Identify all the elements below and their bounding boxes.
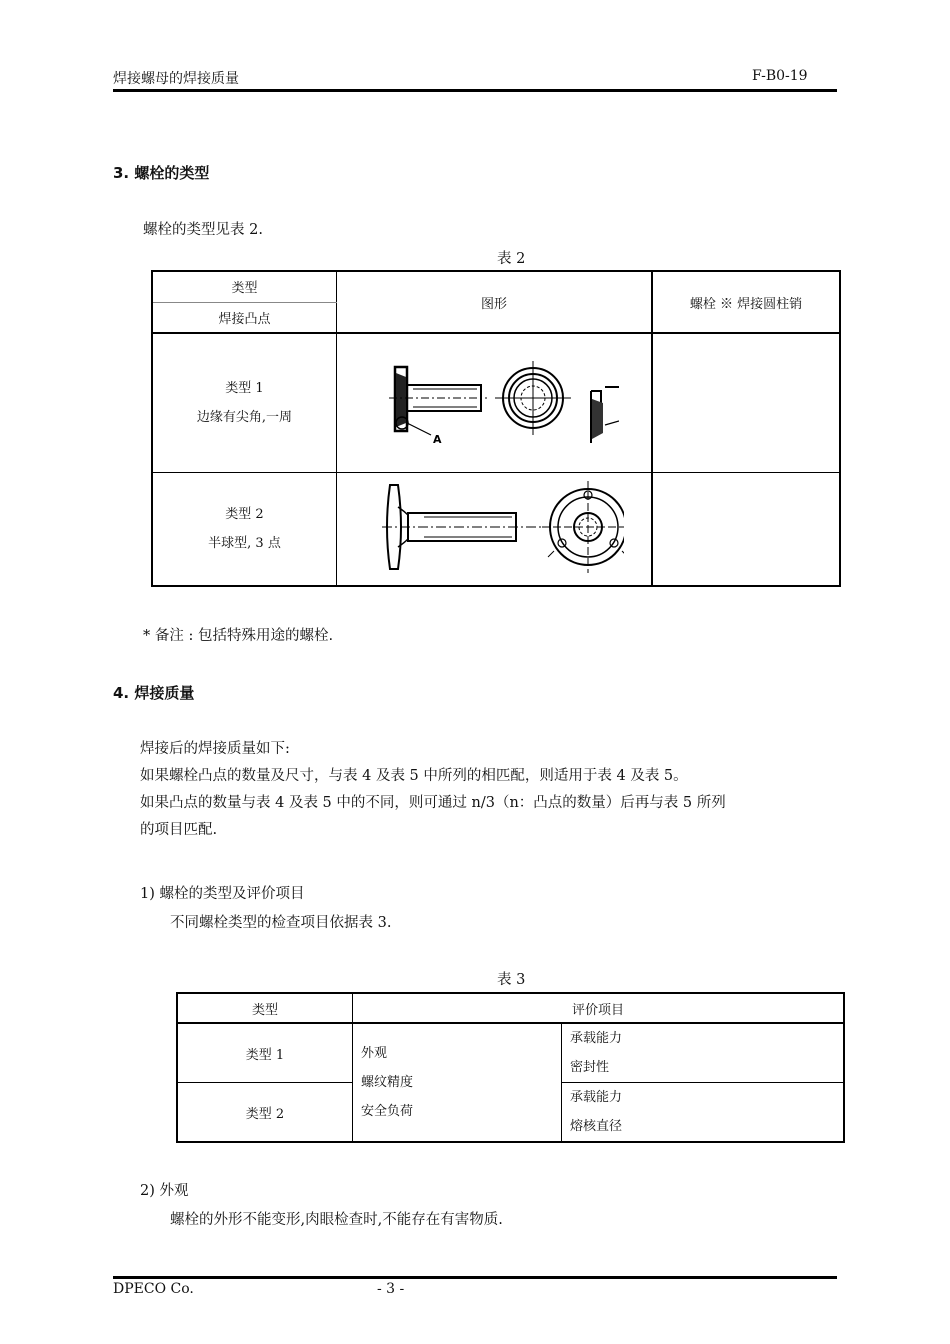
section4-line-4: 的项目匹配. (140, 822, 218, 838)
sub2-heading: 2) 外观 (140, 1183, 189, 1199)
table3-caption: 表 3 (497, 972, 526, 988)
table2-row1-figure (337, 333, 653, 472)
sub1-heading: 1) 螺栓的类型及评价项目 (140, 886, 305, 902)
table3-row1-item-2: 密封性 (570, 1060, 610, 1075)
table3-common-items (353, 1023, 562, 1142)
type2-bolt-drawing (364, 477, 624, 577)
table2-row2-note (652, 472, 840, 586)
sub2-text: 螺栓的外形不能变形,肉眼检查时,不能存在有害物质. (170, 1212, 503, 1228)
table2-row1-type (152, 333, 337, 472)
table2-head-note: 螺栓 ※ 焊接圆柱销 (652, 271, 840, 333)
table2-head-projection: 焊接凸点 (152, 302, 337, 333)
remark (143, 624, 333, 645)
table2-row1-note (652, 333, 840, 472)
table3-row2-item-1: 承载能力 (570, 1090, 623, 1105)
table3-row2-items (562, 1083, 845, 1143)
table2 (151, 270, 841, 587)
table3-row1-item-1: 承载能力 (570, 1031, 623, 1046)
table2-caption: 表 2 (497, 251, 526, 267)
table3-row2-item-2: 熔核直径 (570, 1119, 623, 1134)
section4-line-2: 如果螺栓凸点的数量及尺寸，与表 4 及表 5 中所列的相匹配，则适用于表 4 及表 5。 (140, 768, 688, 784)
table3-common-item-1: 外观 (361, 1046, 388, 1061)
footer-company: DPECO Co. (113, 1281, 194, 1297)
footer-rule (113, 1276, 837, 1279)
table2-row1-type-label: 类型 1 (225, 380, 264, 396)
table3-common-item-3: 安全负荷 (361, 1104, 414, 1119)
table2-row2-type-label: 类型 2 (225, 506, 264, 522)
header-code: F-B0-19 (752, 68, 808, 84)
table3-head-items: 评价项目 (353, 993, 845, 1023)
sub1-text: 不同螺栓类型的检查项目依据表 3. (170, 915, 392, 931)
section4-line-1: 焊接后的焊接质量如下: (140, 741, 290, 757)
table3-row2-type: 类型 2 (177, 1083, 353, 1143)
table2-head-type: 类型 (152, 271, 337, 302)
table3-common-item-2: 螺纹精度 (361, 1075, 414, 1090)
table3 (176, 992, 845, 1143)
table3-head-type: 类型 (177, 993, 353, 1023)
remark-text: 包括特殊用途的螺栓. (197, 628, 334, 644)
remark-prefix: * 备注 : (143, 628, 198, 644)
table3-row1-items (562, 1023, 845, 1083)
table2-row2-desc: 半球型, 3 点 (208, 535, 281, 551)
header-title: 焊接螺母的焊接质量 (113, 71, 239, 87)
table2-head-figure: 图形 (337, 271, 653, 333)
section3-heading: 3. 螺栓的类型 (113, 164, 210, 182)
type1-bolt-drawing (369, 353, 619, 448)
table2-row1-desc: 边缘有尖角,一周 (196, 409, 293, 425)
section4-line-3: 如果凸点的数量与表 4 及表 5 中的不同，则可通过 n/3（n：凸点的数量）后再与表 5 所列 (140, 795, 726, 811)
footer-page-number: - 3 - (377, 1281, 405, 1297)
section4-paragraph (140, 736, 726, 844)
table3-row1-type: 类型 1 (177, 1023, 353, 1083)
callout-a-label: A (433, 433, 442, 447)
section4-heading: 4. 焊接质量 (113, 684, 195, 702)
header-rule (113, 89, 837, 92)
section3-intro: 螺栓的类型见表 2. (143, 222, 263, 238)
table2-row2-figure (337, 472, 653, 586)
table2-row2-type (152, 472, 337, 586)
